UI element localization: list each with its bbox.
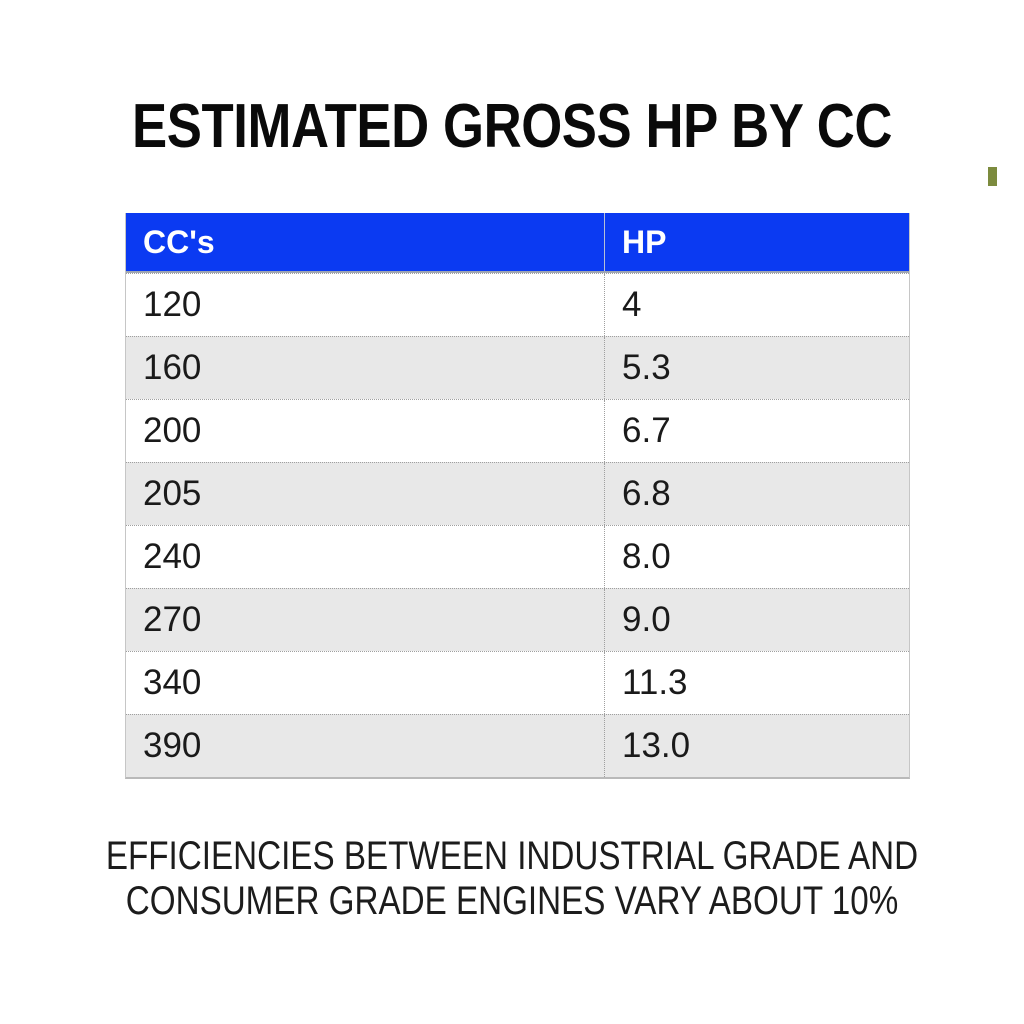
cc-value: 200 bbox=[143, 411, 202, 450]
column-header-hp: HP bbox=[604, 213, 909, 271]
table-header-row bbox=[126, 213, 909, 273]
footer-note-line-1: EFFICIENCIES BETWEEN INDUSTRIAL GRADE AND bbox=[105, 834, 919, 878]
hp-value: 8.0 bbox=[604, 526, 909, 588]
footer-note bbox=[87, 834, 937, 924]
cc-value: 205 bbox=[143, 474, 202, 513]
table-row bbox=[126, 588, 909, 651]
table-row bbox=[126, 399, 909, 462]
cc-value: 340 bbox=[143, 663, 202, 702]
hp-value: 13.0 bbox=[604, 715, 909, 777]
accent-mark bbox=[988, 167, 997, 186]
table-row bbox=[126, 273, 909, 336]
cc-value: 390 bbox=[143, 726, 202, 765]
hp-value: 11.3 bbox=[604, 652, 909, 714]
table-row bbox=[126, 336, 909, 399]
table-row bbox=[126, 714, 909, 777]
hp-value: 6.8 bbox=[604, 463, 909, 525]
cc-value: 120 bbox=[143, 285, 202, 324]
hp-value: 4 bbox=[604, 274, 909, 336]
hp-by-cc-table bbox=[125, 213, 910, 779]
table-row bbox=[126, 651, 909, 714]
hp-value: 6.7 bbox=[604, 400, 909, 462]
footer-note-line-2: CONSUMER GRADE ENGINES VARY ABOUT 10% bbox=[125, 879, 899, 923]
hp-value: 9.0 bbox=[604, 589, 909, 651]
cc-value: 270 bbox=[143, 600, 202, 639]
cc-value: 240 bbox=[143, 537, 202, 576]
page-title: ESTIMATED GROSS HP BY CC bbox=[132, 92, 892, 161]
table-row bbox=[126, 462, 909, 525]
cc-value: 160 bbox=[143, 348, 202, 387]
hp-value: 5.3 bbox=[604, 337, 909, 399]
column-header-ccs: CC's bbox=[143, 223, 215, 260]
table-row bbox=[126, 525, 909, 588]
